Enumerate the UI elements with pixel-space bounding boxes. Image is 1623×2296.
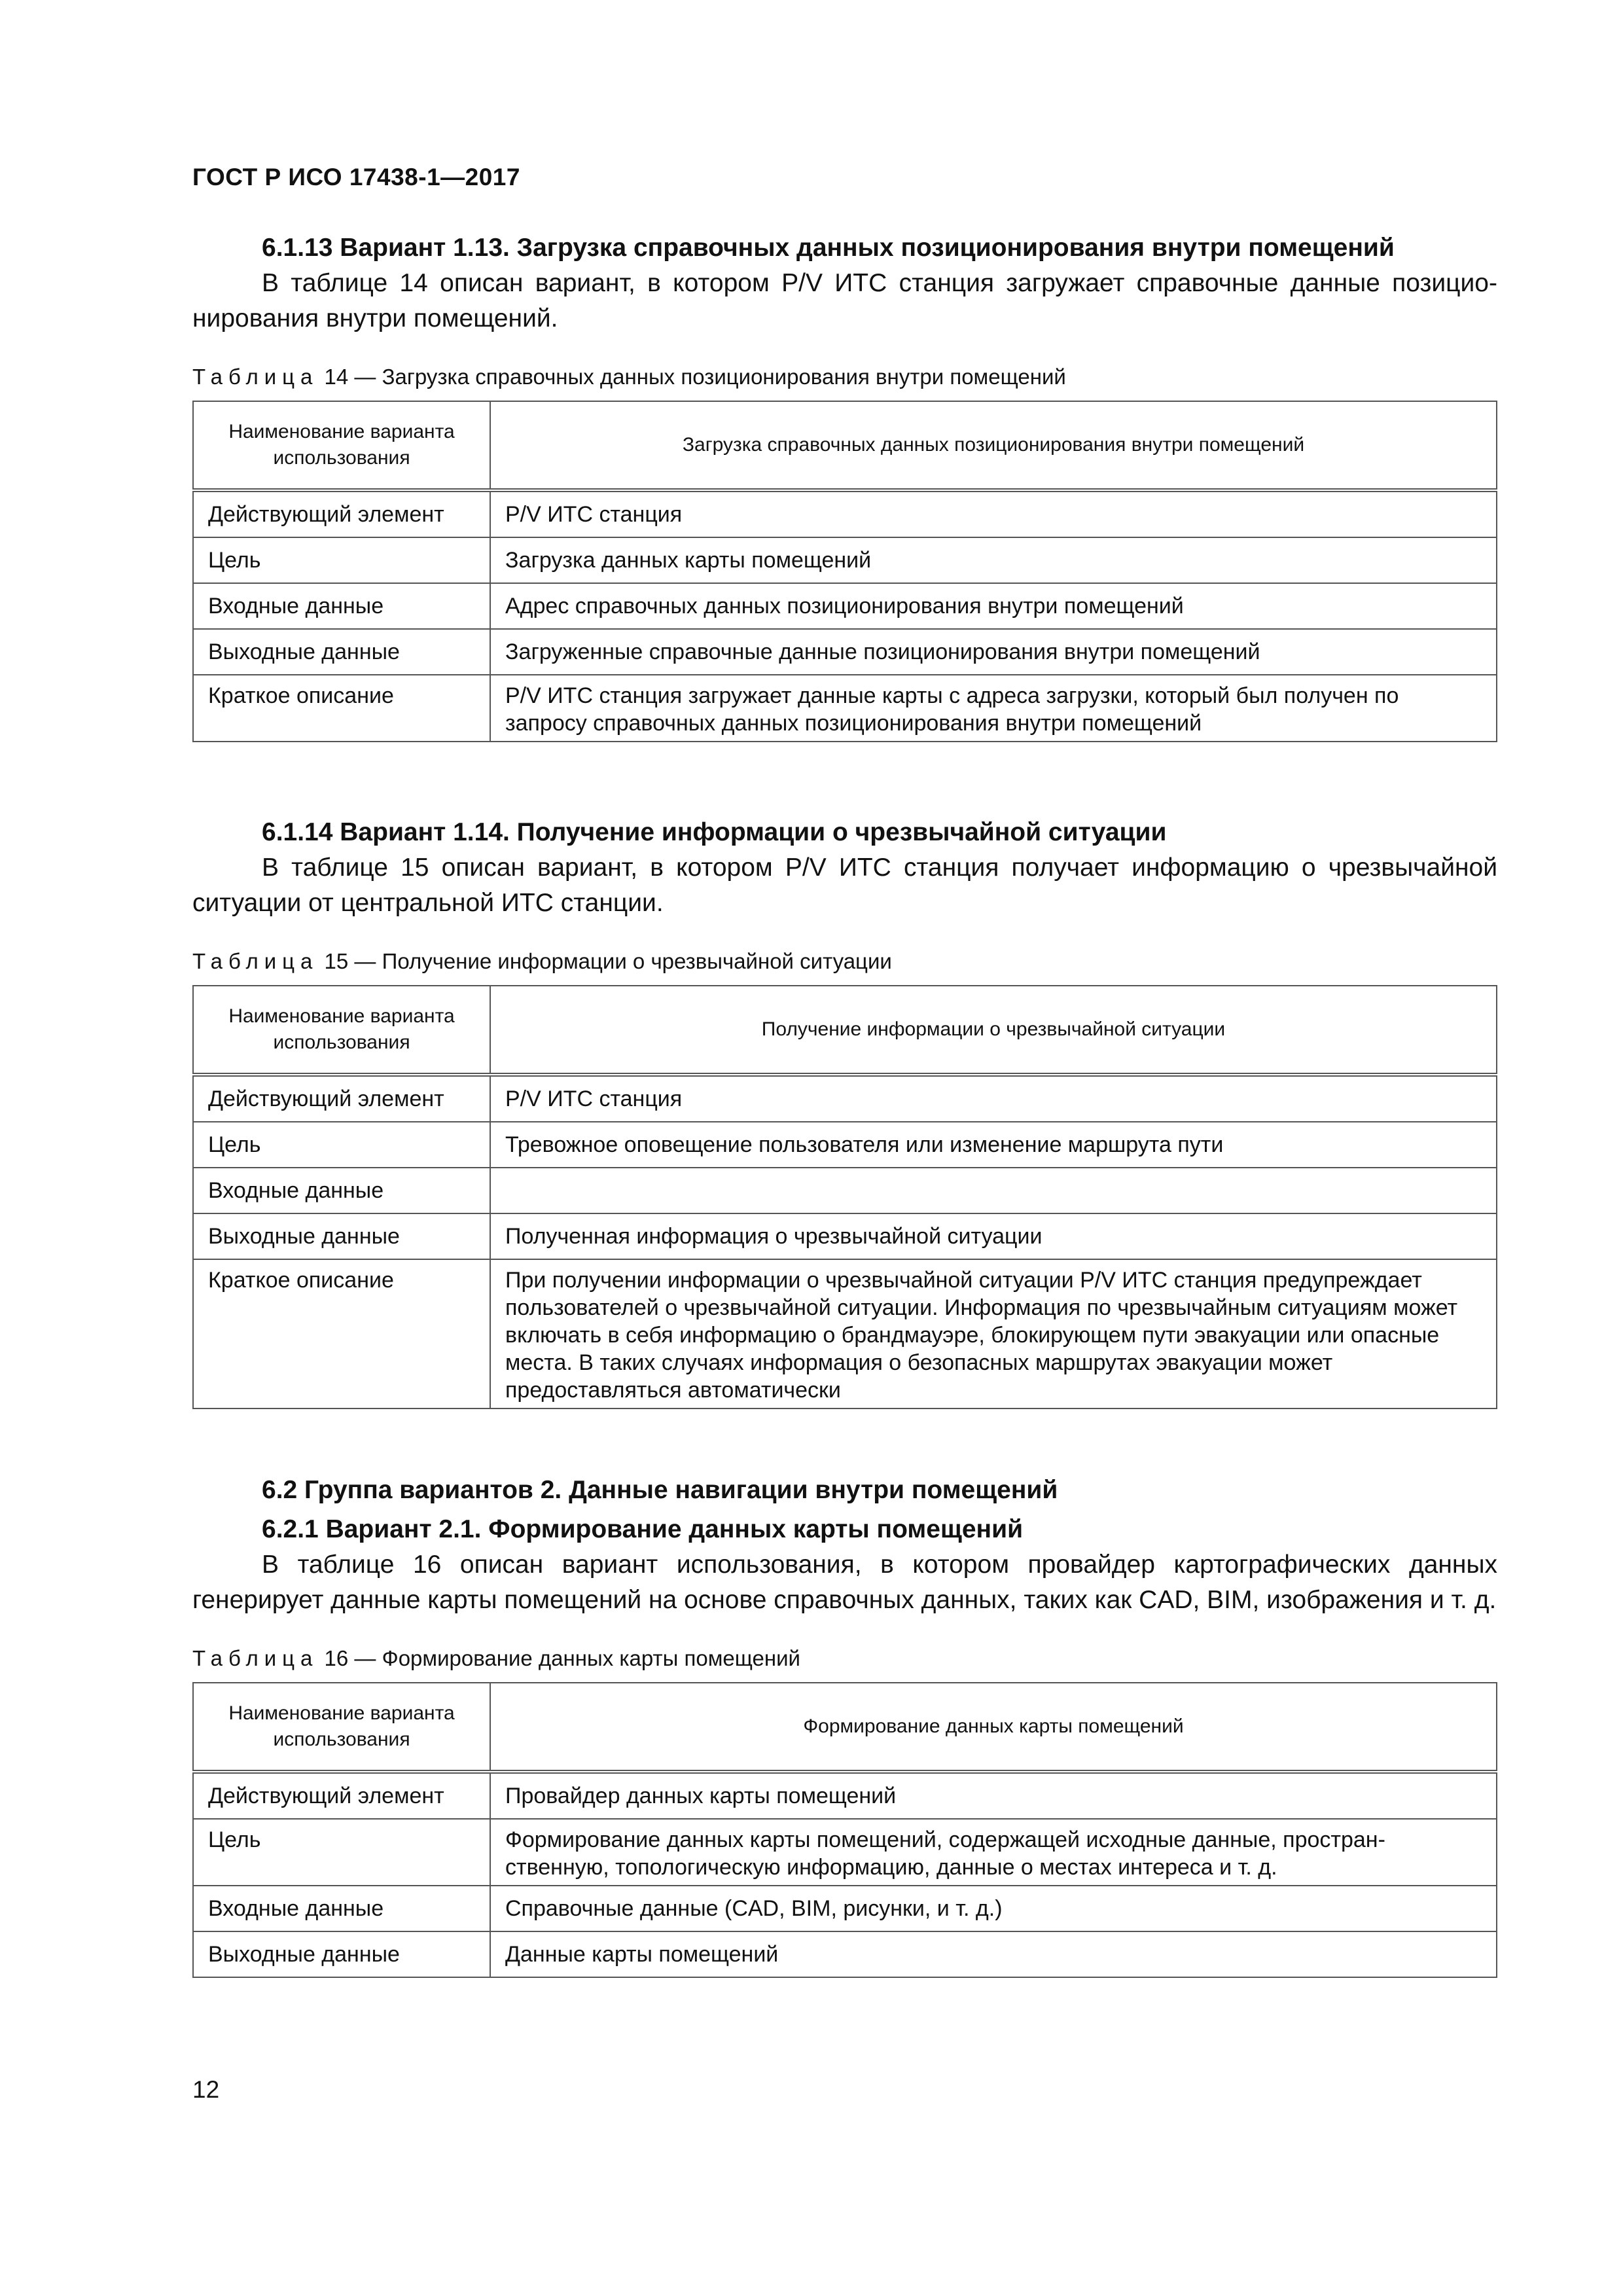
table-header-row xyxy=(193,1683,1497,1772)
row-label: Действующий элемент xyxy=(193,490,490,537)
section-6-1-14 xyxy=(192,815,1497,1409)
table-caption xyxy=(192,948,1497,975)
section-heading: 6.1.13 Вариант 1.13. Загрузка справочных данных позиционирования внутри помещений xyxy=(262,234,1395,262)
document-standard-header: ГОСТ Р ИСО 17438-1—2017 xyxy=(192,164,520,190)
table-15 xyxy=(192,985,1497,1409)
row-value: Тревожное оповещение пользователя или изменение маршрута пути xyxy=(490,1122,1497,1168)
row-label: Цель xyxy=(193,537,490,583)
row-value: Загруженные справочные данные позиционирования внутри помещений xyxy=(490,629,1497,675)
table-caption xyxy=(192,364,1497,390)
group-heading: 6.2 Группа вариантов 2. Данные навигации внутри помещений xyxy=(262,1476,1058,1504)
section-heading: 6.2.1 Вариант 2.1. Формирование данных карты помещений xyxy=(262,1515,1024,1543)
row-value xyxy=(490,1168,1497,1213)
row-label: Краткое описание xyxy=(193,675,490,742)
section-heading: 6.1.14 Вариант 1.14. Получение информации о чрезвычайной ситуации xyxy=(262,818,1167,846)
table-caption-prefix: Таблица xyxy=(192,949,319,973)
row-value: Адрес справочных данных позиционирования внутри помещений xyxy=(490,583,1497,629)
table-row xyxy=(193,1122,1497,1168)
header-cell-name: Наименование варианта использования xyxy=(193,1683,490,1772)
page-number: 12 xyxy=(192,2076,220,2103)
table-row xyxy=(193,1168,1497,1213)
row-value: Провайдер данных карты помещений xyxy=(490,1772,1497,1819)
table-row xyxy=(193,675,1497,742)
row-value: Формирование данных карты помещений, содержащей исходные данные, пространственную, топологическую информацию, данные о местах интереса и т. д. xyxy=(490,1819,1497,1886)
table-row xyxy=(193,1772,1497,1819)
row-value: Загрузка данных карты помещений xyxy=(490,537,1497,583)
table-caption-text: 16 — Формирование данных карты помещений xyxy=(318,1646,800,1670)
section-paragraph: В таблице 14 описан вариант, в котором P/V ИТС станция загружает справочные данные позиционирования внутри помещений. xyxy=(192,269,1497,332)
header-cell-title: Загрузка справочных данных позиционирования внутри помещений xyxy=(490,401,1497,490)
table-caption-prefix: Таблица xyxy=(192,365,319,389)
row-label: Входные данные xyxy=(193,1168,490,1213)
table-row xyxy=(193,537,1497,583)
row-value: P/V ИТС станция xyxy=(490,490,1497,537)
table-header-row xyxy=(193,401,1497,490)
table-row xyxy=(193,490,1497,537)
row-label: Выходные данные xyxy=(193,1213,490,1259)
header-cell-title: Получение информации о чрезвычайной ситуации xyxy=(490,986,1497,1075)
table-row xyxy=(193,629,1497,675)
table-caption-prefix: Таблица xyxy=(192,1646,319,1670)
table-caption-text: 15 — Получение информации о чрезвычайной ситуации xyxy=(318,949,892,973)
table-row xyxy=(193,1213,1497,1259)
table-16 xyxy=(192,1682,1497,1978)
row-label: Действующий элемент xyxy=(193,1075,490,1122)
row-label: Цель xyxy=(193,1819,490,1886)
section-paragraph: В таблице 16 описан вариант использования, в котором провайдер картографических данных генерирует данные карты помещений на основе справочных данных, таких как CAD, BIM, изображения и т. д. xyxy=(192,1551,1497,1614)
row-label: Цель xyxy=(193,1122,490,1168)
table-14 xyxy=(192,401,1497,742)
table-row xyxy=(193,1886,1497,1931)
section-paragraph: В таблице 15 описан вариант, в котором P/V ИТС станция получает информацию о чрезвычайной ситуации от центральной ИТС станции. xyxy=(192,853,1497,917)
table-row xyxy=(193,1931,1497,1977)
row-value: Справочные данные (CAD, BIM, рисунки, и т. д.) xyxy=(490,1886,1497,1931)
table-row xyxy=(193,583,1497,629)
table-row xyxy=(193,1259,1497,1408)
row-value: P/V ИТС станция загружает данные карты с адреса загрузки, который был получен по запросу справочных данных позиционирования внутри помещений xyxy=(490,675,1497,742)
table-header-row xyxy=(193,986,1497,1075)
row-value: P/V ИТС станция xyxy=(490,1075,1497,1122)
row-label: Входные данные xyxy=(193,1886,490,1931)
row-label: Выходные данные xyxy=(193,1931,490,1977)
row-label: Выходные данные xyxy=(193,629,490,675)
header-cell-title: Формирование данных карты помещений xyxy=(490,1683,1497,1772)
row-label: Краткое описание xyxy=(193,1259,490,1408)
header-cell-name: Наименование варианта использования xyxy=(193,986,490,1075)
table-caption xyxy=(192,1645,1497,1672)
row-value: Полученная информация о чрезвычайной ситуации xyxy=(490,1213,1497,1259)
row-value: Данные карты помещений xyxy=(490,1931,1497,1977)
table-row xyxy=(193,1075,1497,1122)
section-6-2-1 xyxy=(192,1473,1497,1978)
header-cell-name: Наименование варианта использования xyxy=(193,401,490,490)
row-label: Действующий элемент xyxy=(193,1772,490,1819)
section-6-1-13 xyxy=(192,230,1497,742)
table-row xyxy=(193,1819,1497,1886)
row-label: Входные данные xyxy=(193,583,490,629)
row-value: При получении информации о чрезвычайной ситуации P/V ИТС станция предупреждает пользователей о чрезвычайной ситуации. Информация по чрезвычайным ситуациям может включать в себя информацию о брандмауэре, блокирующем пути эвакуации или опасные места. В таких случаях информация о безопасных маршрутах эвакуации может предоставляться автоматически xyxy=(490,1259,1497,1408)
table-caption-text: 14 — Загрузка справочных данных позиционирования внутри помещений xyxy=(318,365,1066,389)
